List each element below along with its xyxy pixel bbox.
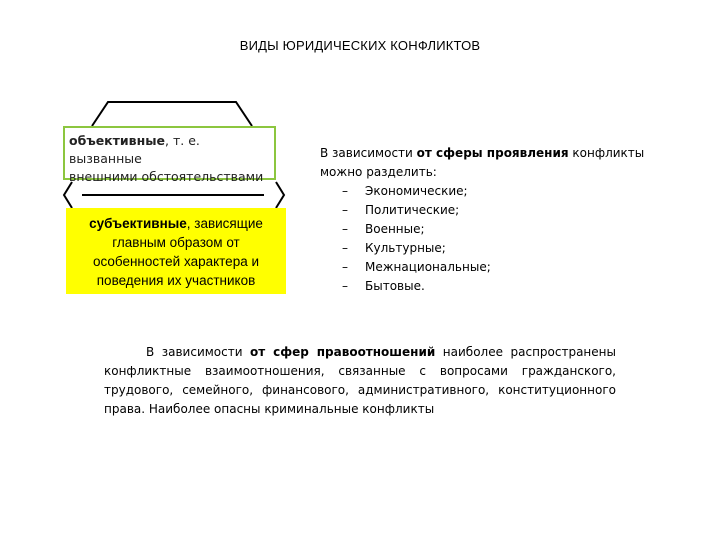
spheres-intro-after: конфликты — [568, 146, 645, 160]
list-item-text: Экономические; — [365, 184, 468, 198]
objective-line2: внешними обстоятельствами — [69, 169, 264, 184]
dash-marker: – — [342, 260, 348, 274]
dash-marker: – — [342, 279, 348, 293]
subjective-box — [66, 208, 286, 294]
list-item — [320, 258, 660, 277]
list-item-text: Культурные; — [365, 241, 446, 255]
frame-top-bracket — [92, 102, 252, 126]
list-item-text: Межнациональные; — [365, 260, 491, 274]
spheres-intro-bold: от сферы проявления — [416, 146, 569, 160]
frame-right-chevron — [276, 182, 284, 208]
page-title: ВИДЫ ЮРИДИЧЕСКИХ КОНФЛИКТОВ — [239, 38, 481, 53]
dash-marker: – — [342, 222, 348, 236]
subjective-line1-rest: , зависящие — [186, 216, 263, 231]
objective-box — [63, 126, 276, 184]
list-item — [320, 182, 660, 201]
objective-line1-rest: , т. е. вызванные — [69, 133, 200, 166]
subjective-line2: главным образом от — [112, 235, 240, 250]
dash-marker: – — [342, 184, 348, 198]
list-item — [320, 239, 660, 258]
dash-marker: – — [342, 203, 348, 217]
subjective-line3: особенностей характера и — [92, 254, 260, 269]
subjective-lead: субъективные — [89, 216, 187, 231]
law-after: наиболее распространены конфликтные взаимоотношения, связанные с вопросами гражданского, трудового, семейного, финансового, административного, конституционного права. Наиболее опасны криминальные конфликты — [104, 345, 616, 416]
dash-marker: – — [342, 241, 348, 255]
list-item-text: Военные; — [365, 222, 425, 236]
spheres-intro-line2: можно разделить: — [320, 165, 437, 179]
spheres-intro — [320, 144, 660, 182]
list-item — [320, 220, 660, 239]
law-bold: от сфер правоотношений — [250, 345, 436, 359]
subjective-line4: поведения их участников — [96, 273, 256, 288]
spheres-list — [320, 182, 660, 296]
list-item-text: Бытовые. — [365, 279, 425, 293]
list-item-text: Политические; — [365, 203, 460, 217]
list-item — [320, 277, 660, 296]
spheres-intro-before: В зависимости — [320, 146, 417, 160]
law-before: В зависимости — [146, 345, 251, 359]
spheres-block — [320, 144, 660, 296]
law-paragraph — [104, 343, 616, 419]
objective-lead: объективные — [69, 133, 166, 148]
list-item — [320, 201, 660, 220]
